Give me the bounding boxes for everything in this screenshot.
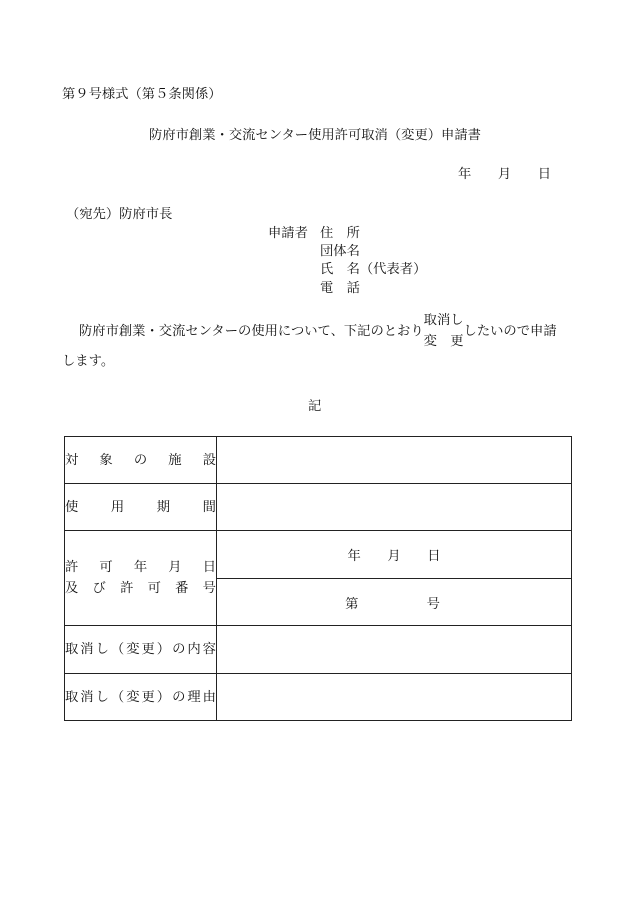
permit-label-line1: 許 可 年 月 日 bbox=[65, 560, 216, 575]
body-text-before: 防府市創業・交流センターの使用について、下記のとおり bbox=[79, 323, 424, 339]
facility-label-cell bbox=[65, 437, 217, 484]
applicant-address-label: 住 所 bbox=[320, 226, 360, 241]
applicant-label: 申請者 bbox=[268, 226, 308, 241]
form-number: 第９号様式（第５条関係） bbox=[62, 87, 222, 102]
permit-label-cell bbox=[65, 531, 217, 626]
period-label: 使 用 期 間 bbox=[65, 499, 216, 515]
content-value-cell bbox=[217, 626, 572, 674]
content-label-cell bbox=[65, 626, 217, 674]
facility-label: 対 象 の 施 設 bbox=[65, 452, 216, 468]
choice-option-change: 変 更 bbox=[423, 334, 464, 349]
applicant-group-label: 団体名 bbox=[320, 244, 360, 259]
period-value-cell bbox=[217, 484, 572, 531]
reason-label-cell bbox=[65, 674, 217, 721]
application-table bbox=[64, 436, 572, 721]
period-label-cell bbox=[65, 484, 217, 531]
choice-stack bbox=[424, 310, 464, 352]
permit-number: 第 号 bbox=[345, 596, 443, 612]
permit-label-line2: 及 び 許 可 番 号 bbox=[65, 581, 216, 596]
table-row-reason bbox=[65, 674, 572, 721]
applicant-phone-label: 電 話 bbox=[320, 281, 360, 296]
ki-heading: 記 bbox=[308, 399, 322, 414]
permit-date: 年 月 日 bbox=[347, 549, 441, 564]
facility-value-cell bbox=[217, 437, 572, 484]
date-line: 年 月 日 bbox=[458, 167, 552, 182]
reason-label: 取 消 し （ 変 更 ） の 理 由 bbox=[65, 689, 216, 705]
reason-value-cell bbox=[217, 674, 572, 721]
body-text-line2: します。 bbox=[62, 354, 115, 369]
table-row-period bbox=[65, 484, 572, 531]
table-row-facility bbox=[65, 437, 572, 484]
document-title: 防府市創業・交流センター使用許可取消（変更）申請書 bbox=[149, 128, 481, 143]
applicant-name-label: 氏 名（代表者） bbox=[320, 262, 427, 277]
table-row-permit-date bbox=[65, 531, 572, 579]
choice-option-cancel: 取消し bbox=[423, 313, 464, 328]
addressee: （宛先）防府市長 bbox=[66, 207, 173, 222]
body-text-after: したいので申請 bbox=[463, 323, 557, 339]
request-paragraph bbox=[79, 310, 557, 352]
permit-date-cell bbox=[217, 531, 572, 579]
permit-number-cell bbox=[217, 579, 572, 626]
table-row-content bbox=[65, 626, 572, 674]
content-label: 取 消 し （ 変 更 ） の 内 容 bbox=[65, 642, 216, 657]
